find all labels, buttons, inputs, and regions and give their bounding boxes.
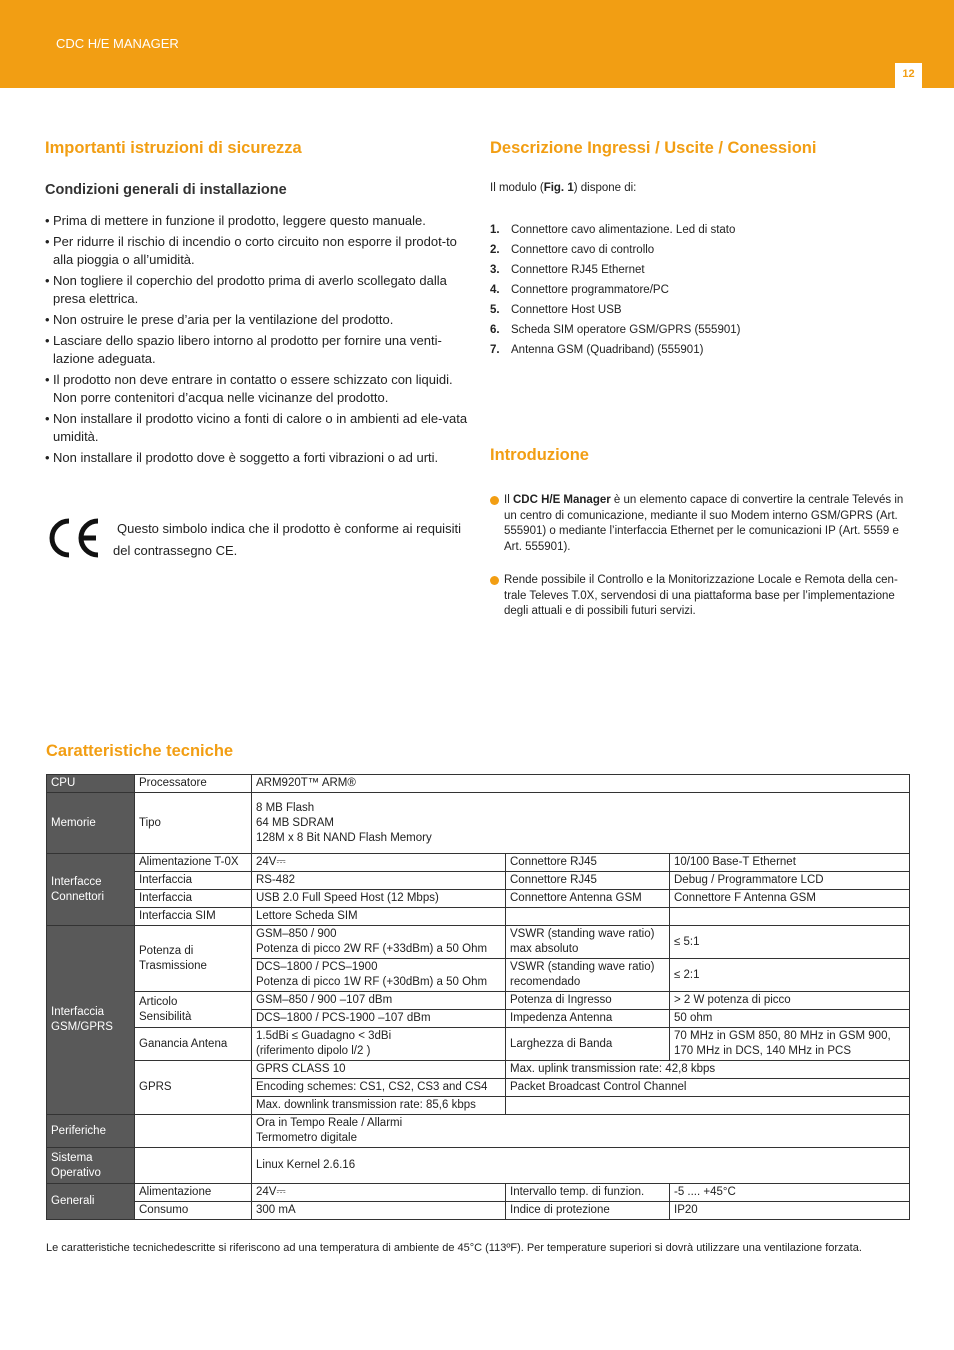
table-cell: GPRS	[135, 1061, 252, 1115]
table-cell	[506, 908, 670, 926]
table-cell: Periferiche	[47, 1115, 135, 1148]
table-cell: CPU	[47, 775, 135, 793]
table-cell: Debug / Programmatore LCD	[670, 872, 910, 890]
table-cell: -5 .... +45°C	[670, 1184, 910, 1202]
table-cell: Impedenza Antenna	[506, 1010, 670, 1028]
header-title: CDC H/E MANAGER	[56, 36, 179, 51]
bullet-dot-icon	[490, 576, 499, 585]
table-cell: ARM920T™ ARM®	[252, 775, 910, 793]
io-intro: Il modulo (Fig. 1) dispone di:	[490, 182, 637, 194]
table-row	[47, 854, 910, 872]
table-cell: 50 ohm	[670, 1010, 910, 1028]
table-cell: Intervallo temp. di funzion.	[506, 1184, 670, 1202]
table-row	[47, 992, 910, 1010]
safety-item: • Lasciare dello spazio libero intorno al prodotto per fornire una venti-lazione adeguata.	[45, 332, 470, 368]
table-cell: Potenza di Trasmissione	[135, 926, 252, 992]
table-cell: 1.5dBi ≤ Guadagno < 3dBi (riferimento dipolo l/2 )	[252, 1028, 506, 1061]
list-item: 5. Connettore Host USB	[490, 304, 622, 316]
table-cell: Interfaccia	[135, 872, 252, 890]
intro-paragraph-1: Il CDC H/E Manager è un elemento capace di convertire la centrale Televés in un centro di comunicazione, mediante il suo Modem interno GSM/GPRS (Art. 555901) o mediante l’interfaccia Ethernet per le comunicazioni IP (Art. 5559 e Art. 555901).	[490, 493, 910, 555]
page-header	[0, 0, 954, 88]
table-cell: Processatore	[135, 775, 252, 793]
table-cell: Articolo Sensibilità	[135, 992, 252, 1028]
table-row	[47, 908, 910, 926]
table-cell: DCS–1800 / PCS-1900 –107 dBm	[252, 1010, 506, 1028]
bullet-dot-icon	[490, 496, 499, 505]
table-cell: Ganancia Antena	[135, 1028, 252, 1061]
table-cell: 24V⎓	[252, 854, 506, 872]
table-cell: 24V⎓	[252, 1184, 506, 1202]
specs-footnote: Le caratteristiche tecnichedescritte si riferiscono ad una temperatura di ambiente de 45°C (113ºF). Per temperature superiori si dovrà utilizzare una ventilazione forzata.	[46, 1242, 862, 1254]
table-cell	[506, 1097, 910, 1115]
table-row	[47, 1148, 910, 1184]
table-row	[47, 926, 910, 959]
ce-mark-icon	[49, 517, 103, 559]
safety-title: Importanti istruzioni di sicurezza	[45, 139, 302, 157]
safety-subtitle: Condizioni generali di installazione	[45, 182, 287, 198]
table-cell: Connettore F Antenna GSM	[670, 890, 910, 908]
table-row	[47, 793, 910, 854]
table-row	[47, 1061, 910, 1079]
table-cell: Sistema Operativo	[47, 1148, 135, 1184]
table-cell: Connettore RJ45	[506, 854, 670, 872]
table-cell	[670, 908, 910, 926]
table-cell: Interfaccia GSM/GPRS	[47, 926, 135, 1115]
ce-text: Questo simbolo indica che il prodotto è conforme ai requisiti del contrassegno CE.	[113, 521, 461, 558]
table-cell: Larghezza di Banda	[506, 1028, 670, 1061]
table-cell: VSWR (standing wave ratio) recomendado	[506, 959, 670, 992]
table-cell: Interfacce Connettori	[47, 854, 135, 926]
table-cell: GSM–850 / 900 Potenza di picco 2W RF (+33dBm) a 50 Ohm	[252, 926, 506, 959]
table-cell: Ora in Tempo Reale / Allarmi Termometro digitale	[252, 1115, 910, 1148]
table-cell: 70 MHz in GSM 850, 80 MHz in GSM 900, 170 MHz in DCS, 140 MHz in PCS	[670, 1028, 910, 1061]
page-number: 12	[895, 63, 922, 88]
list-item: 4. Connettore programmatore/PC	[490, 284, 669, 296]
table-cell: Tipo	[135, 793, 252, 854]
table-cell: 8 MB Flash 64 MB SDRAM 128M x 8 Bit NAND Flash Memory	[252, 793, 910, 854]
safety-item: • Non installare il prodotto vicino a fonti di calore o in ambienti ad ele-vata umidità.	[45, 410, 470, 446]
table-cell: > 2 W potenza di picco	[670, 992, 910, 1010]
list-item: 1. Connettore cavo alimentazione. Led di stato	[490, 224, 736, 236]
table-cell: IP20	[670, 1202, 910, 1220]
list-item: 3. Connettore RJ45 Ethernet	[490, 264, 645, 276]
safety-item: • Non ostruire le prese d’aria per la ventilazione del prodotto.	[45, 311, 470, 329]
table-cell: Packet Broadcast Control Channel	[506, 1079, 910, 1097]
table-row	[47, 1184, 910, 1202]
table-cell: Consumo	[135, 1202, 252, 1220]
table-cell: GPRS CLASS 10	[252, 1061, 506, 1079]
table-cell: Alimentazione T-0X	[135, 854, 252, 872]
table-row	[47, 775, 910, 793]
table-cell: Connettore Antenna GSM	[506, 890, 670, 908]
table-cell: Potenza di Ingresso	[506, 992, 670, 1010]
table-cell: Indice di protezione	[506, 1202, 670, 1220]
table-cell: 10/100 Base-T Ethernet	[670, 854, 910, 872]
intro-title: Introduzione	[490, 446, 589, 464]
list-item: 6. Scheda SIM operatore GSM/GPRS (555901)	[490, 324, 741, 336]
table-cell: Encoding schemes: CS1, CS2, CS3 and CS4	[252, 1079, 506, 1097]
safety-item: • Non togliere il coperchio del prodotto prima di averlo scollegato dalla presa elettrica.	[45, 272, 470, 308]
safety-list	[45, 212, 470, 470]
table-cell: Alimentazione	[135, 1184, 252, 1202]
safety-item: • Per ridurre il rischio di incendio o corto circuito non esporre il prodot-to alla pioggia o all’umidità.	[45, 233, 470, 269]
table-cell: ≤ 5:1	[670, 926, 910, 959]
safety-item: • Non installare il prodotto dove è soggetto a forti vibrazioni o ad urti.	[45, 449, 470, 467]
table-cell	[135, 1148, 252, 1184]
io-list	[490, 222, 740, 362]
specs-table	[46, 774, 910, 1220]
specs-title: Caratteristiche tecniche	[46, 742, 234, 760]
intro-paragraph-2: Rende possibile il Controllo e la Monitorizzazione Locale e Remota della cen-trale Televes T.0X, servendosi di una piattaforma base per l’implementazione degli attuali e di possibili futuri servizi.	[490, 573, 910, 620]
table-cell: RS-482	[252, 872, 506, 890]
table-cell: GSM–850 / 900 –107 dBm	[252, 992, 506, 1010]
table-cell: 300 mA	[252, 1202, 506, 1220]
table-cell: Lettore Scheda SIM	[252, 908, 506, 926]
table-row	[47, 872, 910, 890]
table-cell: VSWR (standing wave ratio) max absoluto	[506, 926, 670, 959]
table-row	[47, 1115, 910, 1148]
table-row	[47, 1028, 910, 1061]
table-cell: Generali	[47, 1184, 135, 1220]
safety-item: • Prima di mettere in funzione il prodotto, leggere questo manuale.	[45, 212, 470, 230]
io-title: Descrizione Ingressi / Uscite / Conessioni	[490, 139, 817, 157]
table-row	[47, 890, 910, 908]
table-cell: Linux Kernel 2.6.16	[252, 1148, 910, 1184]
table-cell: Interfaccia SIM	[135, 908, 252, 926]
table-row	[47, 1202, 910, 1220]
table-cell: Max. downlink transmission rate: 85,6 kbps	[252, 1097, 506, 1115]
table-cell: USB 2.0 Full Speed Host (12 Mbps)	[252, 890, 506, 908]
table-cell: DCS–1800 / PCS–1900 Potenza di picco 1W RF (+30dBm) a 50 Ohm	[252, 959, 506, 992]
table-cell	[135, 1115, 252, 1148]
table-cell: Connettore RJ45	[506, 872, 670, 890]
table-cell: Interfaccia	[135, 890, 252, 908]
table-cell: Memorie	[47, 793, 135, 854]
table-cell: ≤ 2:1	[670, 959, 910, 992]
table-cell: Max. uplink transmission rate: 42,8 kbps	[506, 1061, 910, 1079]
safety-item: • Il prodotto non deve entrare in contatto o essere schizzato con liquidi. Non porre contenitori d’acqua nelle vicinanze del prodotto.	[45, 371, 470, 407]
list-item: 7. Antenna GSM (Quadriband) (555901)	[490, 344, 704, 356]
list-item: 2. Connettore cavo di controllo	[490, 244, 655, 256]
